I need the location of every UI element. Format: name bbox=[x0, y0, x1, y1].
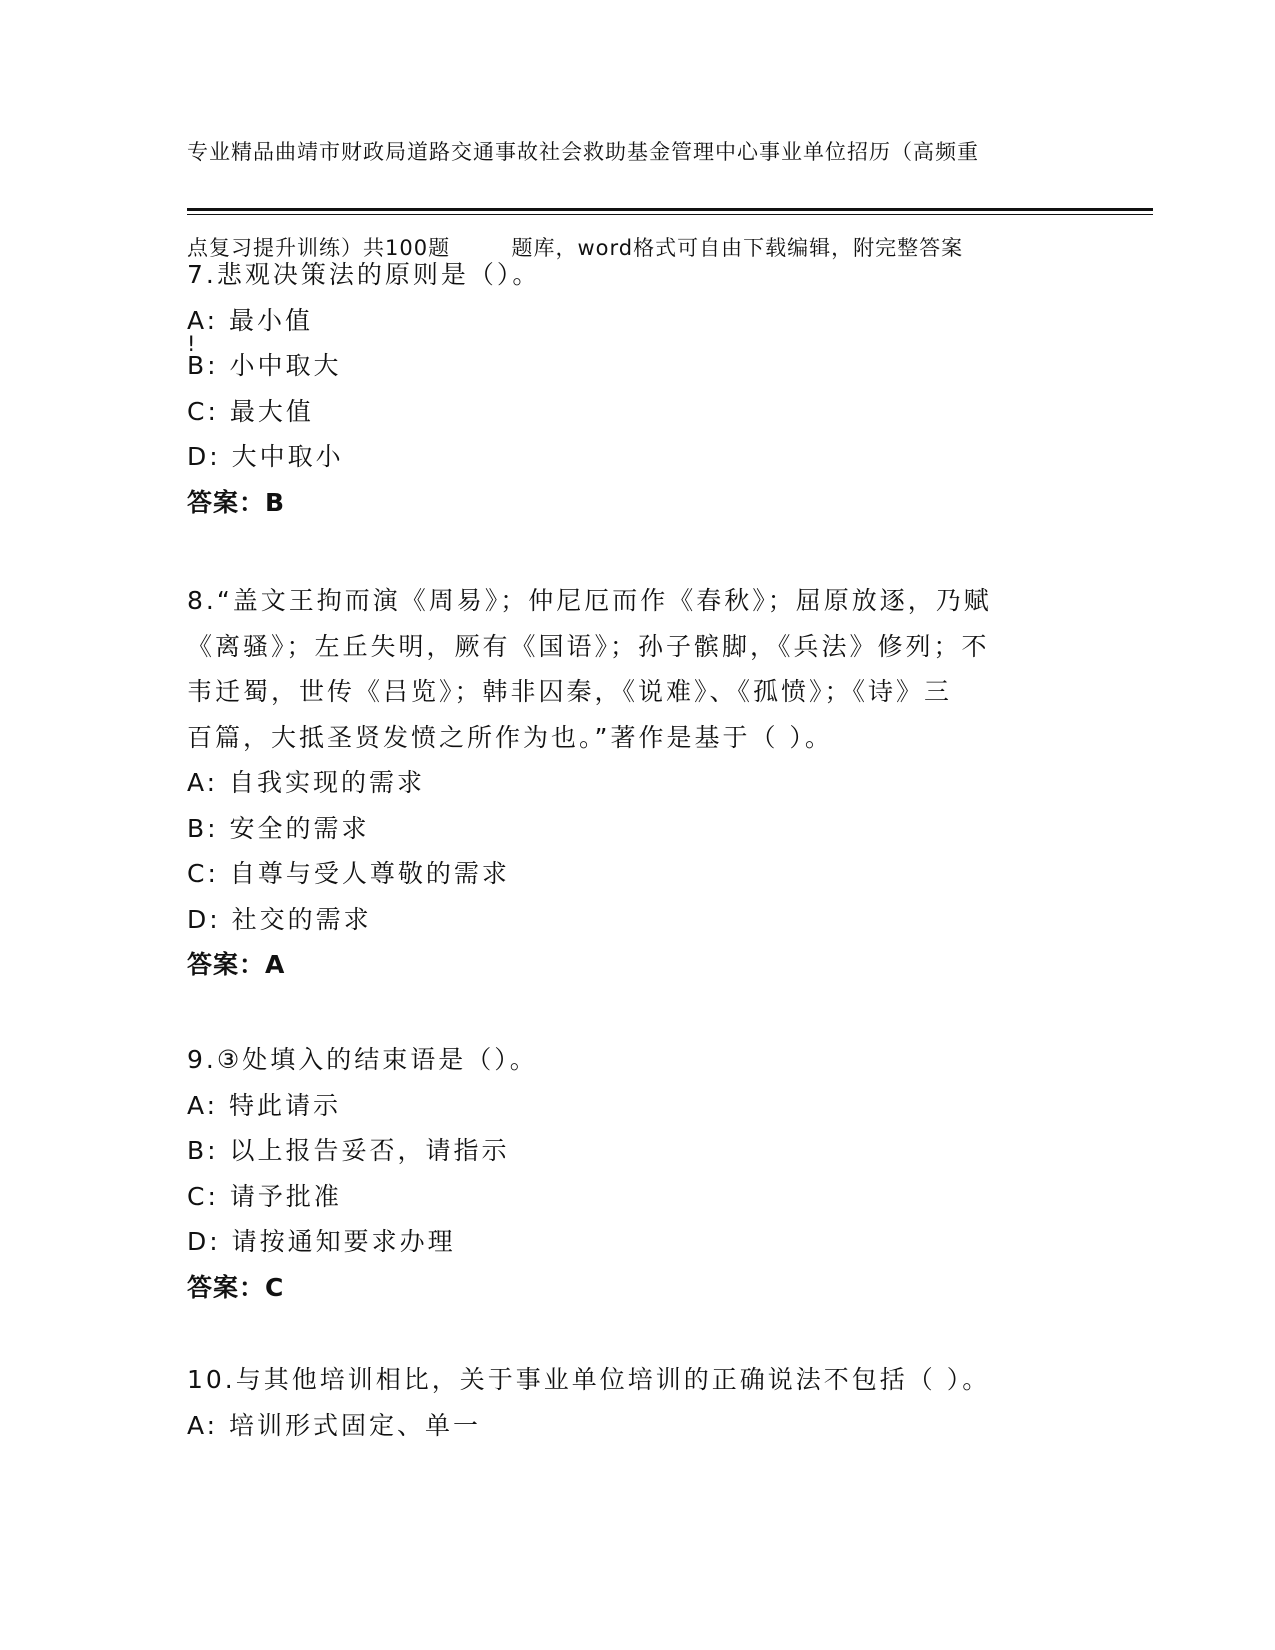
header-divider-thick bbox=[187, 208, 1153, 211]
answer-label: 答案：A bbox=[187, 950, 286, 979]
option-c: C: 请予批准 bbox=[187, 1181, 342, 1211]
question-9 bbox=[187, 1037, 1067, 1310]
question-stem-line-1: 8.“盖文王拘而演《周易》；仲尼厄而作《春秋》；屈原放逐，乃赋 bbox=[187, 586, 992, 615]
option-c: C: 自尊与受人尊敬的需求 bbox=[187, 859, 510, 888]
question-7 bbox=[187, 252, 1067, 525]
option-d: D: 大中取小 bbox=[187, 442, 344, 471]
question-stem: 7.悲观决策法的原则是（）。 bbox=[187, 260, 541, 289]
question-stem-line-3: 韦迁蜀，世传《吕览》；韩非囚秦，《说难》、《孤愤》；《诗》三 bbox=[187, 677, 953, 706]
header-divider-thin bbox=[187, 214, 1153, 215]
header-line-2: 点复习提升训练）共100题 题库，word格式可自由下载编辑，附完整答案 bbox=[187, 236, 964, 260]
header-line-1: 专业精品曲靖市财政局道路交通事故社会救助基金管理中心事业单位招历（高频重 bbox=[187, 140, 979, 164]
question-8 bbox=[187, 578, 1067, 988]
question-stem: 10.与其他培训相比，关于事业单位培训的正确说法不包括（ ）。 bbox=[187, 1365, 991, 1394]
option-a: A: 最小值 bbox=[187, 305, 314, 335]
option-a: A: 特此请示 bbox=[187, 1090, 342, 1120]
option-b: B: 小中取大 bbox=[187, 351, 342, 380]
option-a: A: 培训形式固定、单一 bbox=[187, 1410, 482, 1440]
answer-label: 答案：B bbox=[187, 487, 286, 517]
option-c: C: 最大值 bbox=[187, 396, 314, 426]
option-b: B: 以上报告妥否，请指示 bbox=[187, 1136, 510, 1165]
question-10 bbox=[187, 1357, 1067, 1448]
option-b: B: 安全的需求 bbox=[187, 813, 370, 843]
option-d: D: 请按通知要求办理 bbox=[187, 1227, 456, 1256]
option-a: A: 自我实现的需求 bbox=[187, 768, 426, 797]
question-stem-line-2: 《离骚》；左丘失明，厥有《国语》；孙子髌脚，《兵法》修列；不 bbox=[187, 631, 990, 661]
option-d: D: 社交的需求 bbox=[187, 904, 372, 934]
question-stem-line-4: 百篇，大抵圣贤发愤之所作为也。”著作是基于（ ）。 bbox=[187, 722, 833, 752]
header-line-3: ! bbox=[187, 332, 197, 356]
question-stem: 9.③处填入的结束语是（）。 bbox=[187, 1045, 538, 1074]
answer-label: 答案：C bbox=[187, 1272, 285, 1302]
